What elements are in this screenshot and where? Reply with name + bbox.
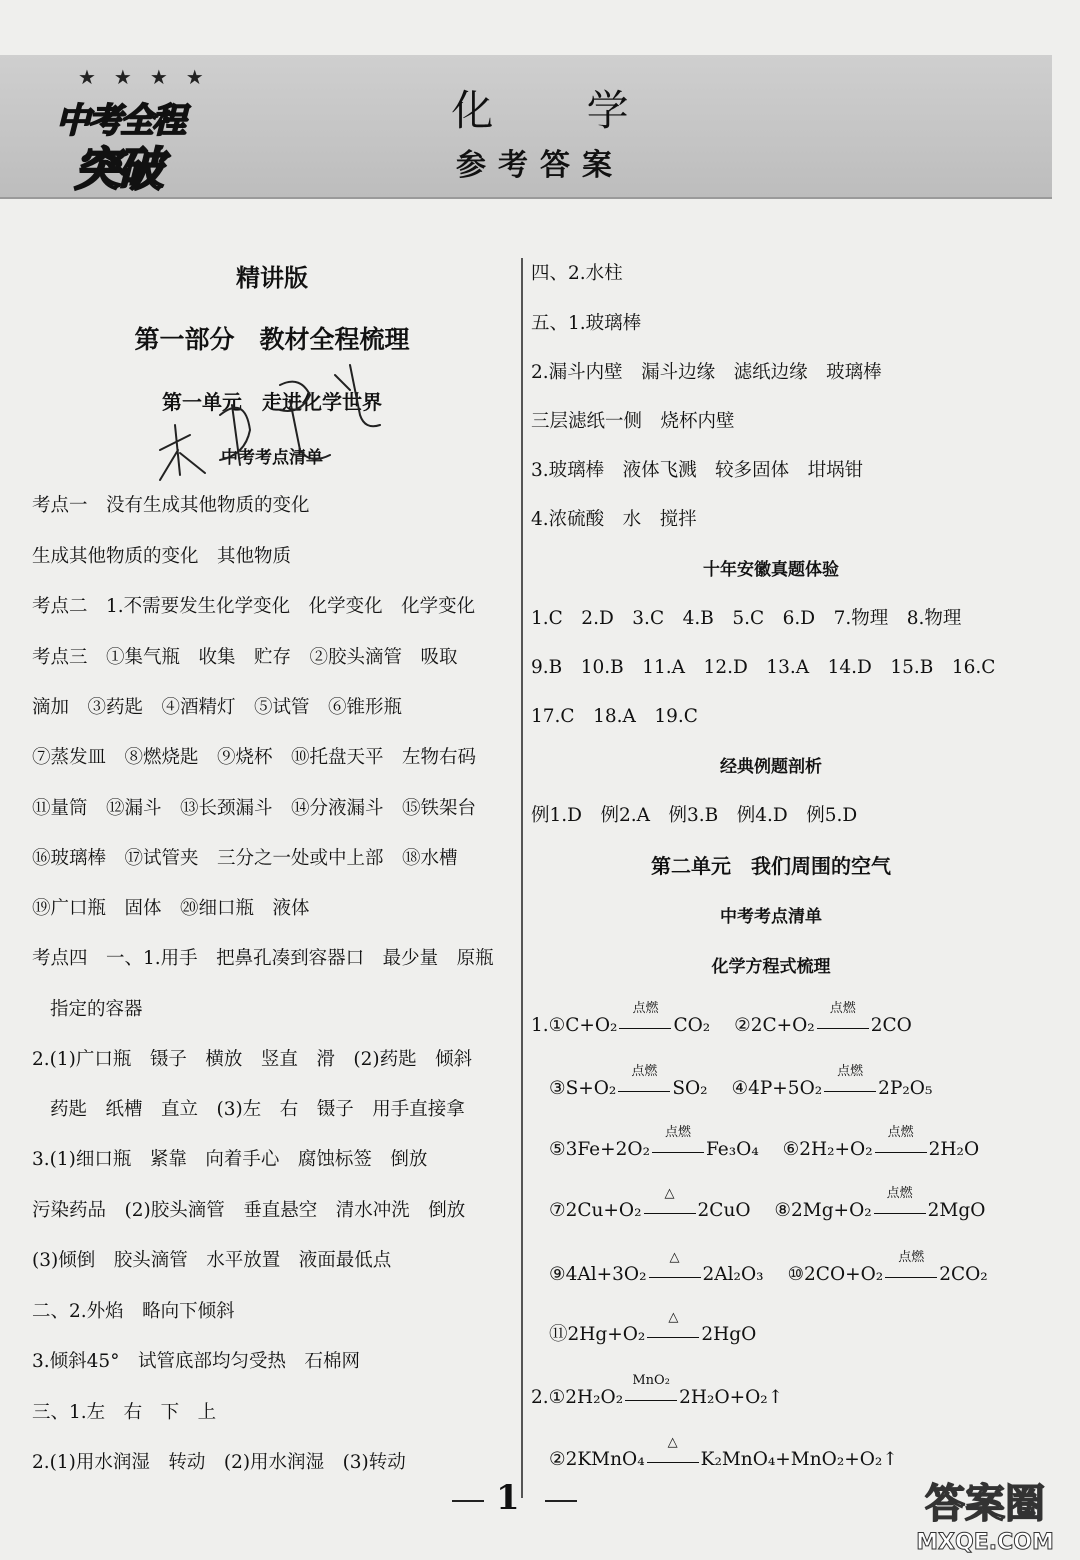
- eq10-reactants: ⑩2CO+O₂: [787, 1264, 884, 1285]
- eq4-reactants: ④4P+5O₂: [731, 1078, 823, 1099]
- eq10-products: 2CO₂: [939, 1264, 988, 1285]
- equation-line-8: [549, 1435, 898, 1472]
- eq11-products: 2HgO: [701, 1324, 757, 1345]
- eq4-products: 2P₂O₅: [878, 1078, 933, 1099]
- page-subtitle: 参考答案: [456, 148, 624, 183]
- left-line-12: ⑯玻璃棒 ⑰试管夹 三分之一处或中上部 ⑱水槽: [32, 848, 458, 869]
- eq13-products: K₂MnO₄+MnO₂+O₂↑: [700, 1449, 898, 1470]
- eq12-reactants: 2.①2H₂O₂: [531, 1387, 624, 1408]
- eq9-products: 2Al₂O₃: [702, 1264, 764, 1285]
- eq12-arrow: MnO₂: [625, 1386, 677, 1410]
- equation-line-2: [549, 1064, 933, 1101]
- right-line-7: 十年安徽真题体验: [703, 560, 839, 580]
- eq7-reactants: ⑦2Cu+O₂: [549, 1200, 642, 1221]
- left-line-14: 考点四 一、1.用手 把鼻孔凑到容器口 最少量 原瓶: [32, 948, 494, 969]
- logo-text-bottom: 突破: [74, 142, 160, 196]
- eq8-products: 2MgO: [927, 1200, 986, 1221]
- left-line-13: ⑲广口瓶 固体 ⑳细口瓶 液体: [32, 898, 310, 919]
- eq5-arrow: 点燃: [652, 1138, 704, 1162]
- left-line-8: 考点三 ①集气瓶 收集 贮存 ②胶头滴管 吸取: [32, 647, 458, 668]
- right-line-14: 中考考点清单: [720, 907, 822, 927]
- eq4-arrow: 点燃: [824, 1077, 876, 1101]
- eq8-arrow: 点燃: [874, 1199, 926, 1223]
- eq9-reactants: ⑨4Al+3O₂: [549, 1264, 647, 1285]
- left-line-5: 考点一 没有生成其他物质的变化: [32, 495, 310, 516]
- left-line-19: 污染药品 (2)胶头滴管 垂直悬空 清水冲洗 倒放: [32, 1200, 466, 1221]
- eq3-products: SO₂: [672, 1078, 708, 1099]
- left-line-2: 第一部分 教材全程梳理: [134, 325, 410, 354]
- eq12-products: 2H₂O+O₂↑: [679, 1387, 784, 1408]
- left-line-17: 药匙 纸槽 直立 (3)左 右 镊子 用手直接拿: [50, 1099, 465, 1120]
- eq2-reactants: ②2C+O₂: [734, 1015, 815, 1036]
- right-line-15: 化学方程式梳理: [711, 957, 831, 977]
- site-watermark: [900, 1475, 1070, 1555]
- eq7-arrow: △: [644, 1199, 696, 1223]
- eq1-reactants: 1.①C+O₂: [531, 1015, 618, 1036]
- equation-line-6: [549, 1310, 757, 1347]
- right-line-2: 五、1.玻璃棒: [531, 313, 642, 334]
- left-line-4: 中考考点清单: [221, 448, 323, 468]
- eq3-arrow: 点燃: [618, 1077, 670, 1101]
- eq6-reactants: ⑥2H₂+O₂: [782, 1139, 873, 1160]
- left-line-6: 生成其他物质的变化 其他物质: [32, 546, 292, 567]
- equation-line-3: [549, 1125, 980, 1162]
- left-line-23: 三、1.左 右 下 上: [32, 1402, 217, 1423]
- eq7-products: 2CuO: [697, 1200, 751, 1221]
- eq5-reactants: ⑤3Fe+2O₂: [549, 1139, 650, 1160]
- page-number: 1: [496, 1478, 520, 1518]
- eq3-reactants: ③S+O₂: [549, 1078, 617, 1099]
- left-line-20: (3)倾倒 胶头滴管 水平放置 液面最低点: [32, 1250, 392, 1271]
- left-line-18: 3.(1)细口瓶 紧靠 向着手心 腐蚀标签 倒放: [32, 1149, 428, 1170]
- eq13-arrow: △: [647, 1448, 699, 1472]
- right-line-3: 2.漏斗内壁 漏斗边缘 滤纸边缘 玻璃棒: [531, 362, 882, 383]
- left-line-3: 第一单元 走进化学世界: [162, 390, 382, 414]
- left-line-9: 滴加 ③药匙 ④酒精灯 ⑤试管 ⑥锥形瓶: [32, 697, 403, 718]
- column-divider: [521, 258, 523, 1498]
- equation-line-5: [549, 1250, 988, 1287]
- right-line-8: 1.C 2.D 3.C 4.B 5.C 6.D 7.物理 8.物理: [531, 608, 962, 629]
- handwritten-signature: [150, 355, 390, 490]
- left-line-24: 2.(1)用水润湿 转动 (2)用水润湿 (3)转动: [32, 1452, 406, 1473]
- eq5-products: Fe₃O₄: [705, 1139, 759, 1160]
- star-icons: ★★★★: [78, 65, 222, 89]
- equation-line-1: [531, 1001, 912, 1038]
- right-line-5: 3.玻璃棒 液体飞溅 较多固体 坩埚钳: [531, 460, 864, 481]
- eq13-reactants: ②2KMnO₄: [549, 1449, 645, 1470]
- left-line-15: 指定的容器: [50, 999, 143, 1020]
- left-line-22: 3.倾斜45° 试管底部均匀受热 石棉网: [32, 1351, 360, 1372]
- eq6-arrow: 点燃: [875, 1138, 927, 1162]
- left-line-11: ⑪量筒 ⑫漏斗 ⑬长颈漏斗 ⑭分液漏斗 ⑮铁架台: [32, 798, 477, 819]
- right-line-13: 第二单元 我们周围的空气: [651, 854, 891, 878]
- eq2-arrow: 点燃: [817, 1014, 869, 1038]
- left-line-7: 考点二 1.不需要发生化学变化 化学变化 化学变化: [32, 596, 476, 617]
- eq9-arrow: △: [649, 1263, 701, 1287]
- page-number-dash-right: [545, 1500, 577, 1502]
- right-line-4: 三层滤纸一侧 烧杯内壁: [531, 411, 735, 432]
- right-line-6: 4.浓硫酸 水 搅拌: [531, 509, 697, 530]
- left-line-1: 精讲版: [236, 263, 308, 292]
- right-line-12: 例1.D 例2.A 例3.B 例4.D 例5.D: [531, 805, 858, 826]
- eq1-products: CO₂: [673, 1015, 711, 1036]
- equation-line-4: [549, 1186, 986, 1223]
- left-line-16: 2.(1)广口瓶 镊子 横放 竖直 滑 (2)药匙 倾斜: [32, 1049, 473, 1070]
- equation-line-7: [531, 1373, 784, 1410]
- left-line-21: 二、2.外焰 略向下倾斜: [32, 1301, 235, 1322]
- right-line-11: 经典例题剖析: [720, 757, 822, 777]
- left-line-10: ⑦蒸发皿 ⑧燃烧匙 ⑨烧杯 ⑩托盘天平 左物右码: [32, 747, 477, 768]
- eq2-products: 2CO: [870, 1015, 912, 1036]
- logo-text-top: 中考全程: [56, 101, 184, 141]
- watermark-line2: MXQE.COM: [916, 1530, 1054, 1555]
- right-line-1: 四、2.水柱: [531, 263, 623, 284]
- eq10-arrow: 点燃: [885, 1263, 937, 1287]
- eq11-reactants: ⑪2Hg+O₂: [549, 1324, 646, 1345]
- eq8-reactants: ⑧2Mg+O₂: [774, 1200, 872, 1221]
- eq6-products: 2H₂O: [928, 1139, 980, 1160]
- right-line-10: 17.C 18.A 19.C: [531, 706, 698, 727]
- page-number-dash-left: [452, 1500, 484, 1502]
- eq1-arrow: 点燃: [619, 1014, 671, 1038]
- right-line-9: 9.B 10.B 11.A 12.D 13.A 14.D 15.B 16.C: [531, 657, 996, 678]
- page-title: 化 学: [451, 86, 669, 135]
- eq11-arrow: △: [647, 1323, 699, 1347]
- watermark-line1: 答案圈: [925, 1481, 1045, 1527]
